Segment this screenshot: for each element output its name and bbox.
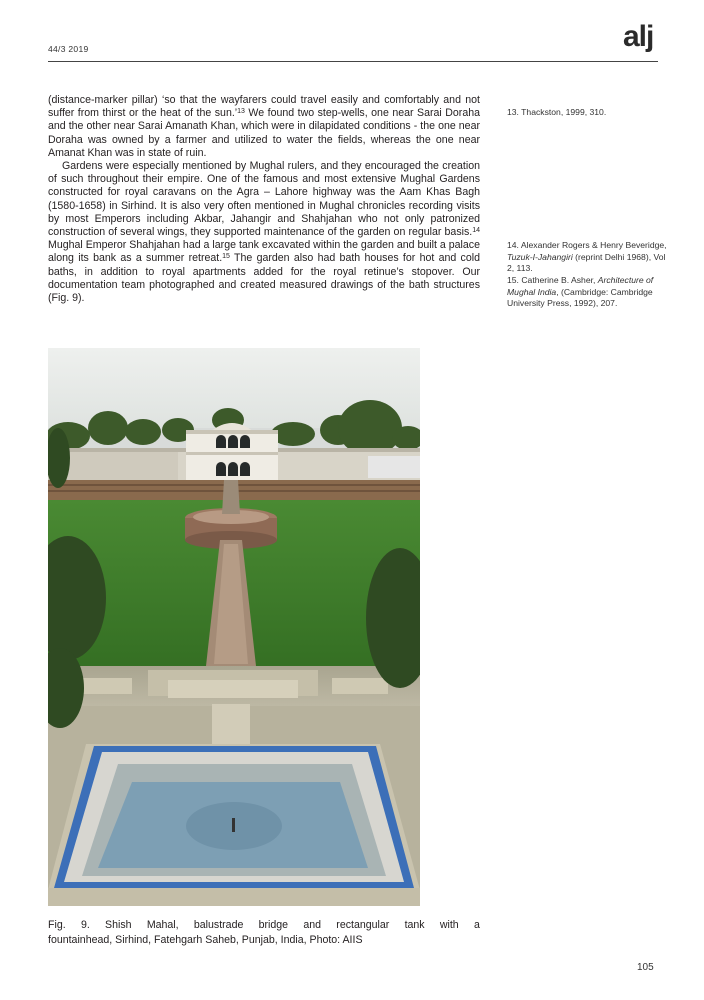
caption-word: rectangular: [336, 919, 390, 931]
body-text: [48, 94, 480, 305]
caption-word: balustrade: [193, 919, 244, 931]
journal-logo: alj: [623, 20, 654, 53]
caption-line-1: [48, 918, 480, 933]
caption-word: with: [439, 919, 459, 931]
caption-word: Shish: [105, 919, 132, 931]
figure-caption: [48, 918, 480, 948]
caption-word: and: [303, 919, 322, 931]
header-rule: [48, 61, 658, 62]
figure-photo: [48, 348, 420, 906]
page-number: 105: [637, 962, 654, 973]
paragraph-2: [48, 160, 480, 305]
caption-word: bridge: [258, 919, 289, 931]
shish-mahal-photo: [48, 348, 420, 906]
paragraph-1-text: (distance-marker pillar) ‘so that the wayfarers could travel easily and comfortably and not suffer from thirst or the heat of the sun.’: [48, 94, 480, 120]
caption-word: tank: [404, 919, 425, 931]
issue-number: 44/3 2019: [48, 44, 89, 54]
paragraph-2-text-end: The garden also had bath houses for hot and cold baths, in addition to royal apartments added for the royal retinue’s stopover. Our documentation team photographed and created measured drawings of the bath structures (Fig. 9).: [48, 252, 480, 305]
caption-word: a: [473, 919, 480, 931]
footnote-ref-13[interactable]: 13: [237, 108, 245, 116]
footnote-13: 13. Thackston, 1999, 310.: [507, 107, 607, 117]
caption-word: 9.: [80, 919, 90, 931]
footnote-14: 14. Alexander Rogers & Henry Beveridge, Tuzuk-I-Jahangiri (reprint Delhi 1968), Vol 2, 113.: [507, 240, 667, 273]
caption-word: Fig.: [48, 919, 66, 931]
caption-word: Mahal,: [146, 919, 179, 931]
footnote-ref-15[interactable]: 15: [222, 253, 230, 261]
footnote-15: 15. Catherine B. Asher, Architecture of Mughal India, (Cambridge: Cambridge University Press, 1992), 207.: [507, 275, 654, 308]
paragraph-2-text: Gardens were especially mentioned by Mughal rulers, and they encouraged the creation of such throughout their empire. One of the famous and most extensive Mughal Gardens constructed for royal caravans on the Agra – Lahore highway was the Aam Khas Bagh (1580-1658) in Sirhind. It is also very often mentioned in Mughal chronicles recording visits by most Emperors including Akbar, Jahangir and Shahjahan who not only patronized construction of several wings, they supported maintenance of the garden on regular basis.: [48, 160, 480, 239]
rectangular-tank: [48, 744, 420, 890]
paragraph-2-text-cont: Mughal Emperor Shahjahan had a large tank excavated within the garden and built a palace along its bank as a summer retreat.: [48, 239, 480, 265]
pavilion: [186, 423, 278, 480]
footnote-ref-14[interactable]: 14: [472, 227, 480, 235]
paragraph-1: [48, 94, 480, 160]
paragraph-1-text-cont: We found two step-wells, one near Sarai Doraha and the other near Sarai Amanath Khan, which were in dilapidated conditions - the one near Doraha was owned by a farmer and utilized to water the fields, whereas the one near Amanat Khan was in state of ruin.: [48, 107, 481, 159]
caption-line-2: fountainhead, Sirhind, Fatehgarh Saheb, Punjab, India, Photo: AIIS: [48, 934, 363, 946]
